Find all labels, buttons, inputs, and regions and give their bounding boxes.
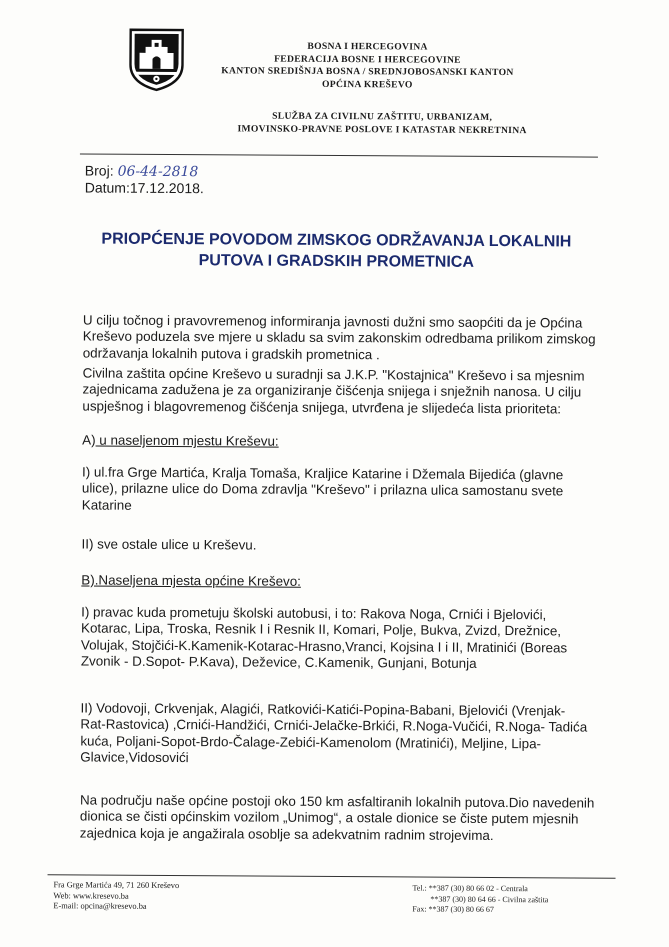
text-line: Volujak, Stojčići-K.Kamenik-Kotarac-Hrasno,Vranci, Kojsina I i II, Mratinići (Boreas [80, 637, 568, 656]
text-line: Kreševo poduzela sve mjere u skladu sa svim zakonskim odredbama prilikom zimskog [82, 328, 596, 347]
text-line: zajednicama zadužena je za organiziranje čišćenja snijega i snježnih nanosa. U cilju [82, 381, 582, 400]
text-line: I) ul.fra Grge Martića, Kralja Tomaša, Kraljice Katarine i Džemala Bijedića (glavne [81, 464, 564, 483]
footer-phone-civil: **387 (30) 80 64 66 - Civilna zaštita [430, 894, 549, 904]
section-a-text: u naseljenom mjestu Kreševu: [95, 432, 279, 449]
title-line: PRIOPĆENJE POVODOM ZIMSKOG ODRŽAVANJA LOKALNIH [101, 230, 572, 251]
service-line: SLUŽBA ZA CIVILNU ZAŠTITU, URBANIZAM, [272, 110, 493, 123]
text-line: Zvonik - D.Sopot- P.Kava), Deževice, C.Kamenik, Gunjani, Botunja [80, 653, 477, 672]
institution-header [202, 40, 532, 92]
section-b-heading: B).Naseljena mjesta općine Kreševo: [81, 572, 301, 589]
footer-contacts [412, 883, 548, 915]
datum-label: Datum: [84, 179, 130, 196]
footer-address [53, 880, 179, 912]
footer-divider [48, 874, 616, 878]
section-a-heading [82, 432, 590, 452]
text-line: Glavice,Vidosovići [80, 749, 189, 766]
service-line: IMOVINSKO-PRAVNE POSLOVE I KATASTAR NEKRETNINA [237, 122, 527, 136]
section-a-item-2: II) sve ostale ulice u Kreševu. [81, 536, 257, 553]
document-title [91, 229, 581, 274]
paragraph-civil-protection [82, 365, 590, 417]
paragraph-intro [82, 312, 596, 364]
title-line: PUTOVA I GRADSKIH PROMETNICA [198, 252, 474, 271]
reference-number [85, 162, 199, 180]
datum-value: 17.12.2018. [129, 179, 204, 197]
header-divider [80, 153, 598, 157]
text-line: kuća, Poljani-Sopot-Brdo-Čalage-Zebići-Kamenolom (Mratinići), Meljine, Lipa- [80, 733, 542, 752]
header-line: OPĆINA KREŠEVO [322, 78, 413, 90]
paragraph-roads [79, 792, 595, 844]
text-line: I) pravac kuda prometuju školski autobusi, i to: Rakova Noga, Crnići i Bjelovići, [81, 604, 547, 623]
footer-web[interactable]: Web: www.kresevo.ba [53, 890, 129, 901]
broj-label: Broj: [84, 162, 114, 179]
text-line: zajednica koja je angažirala osoblje sa adekvatnim radnim strojevima. [79, 825, 494, 843]
broj-handwritten-value: 06-44-2818 [117, 163, 199, 181]
section-a-item-1 [82, 464, 590, 516]
footer-phone-central: Tel.: **387 (30) 80 66 02 - Centrala [412, 883, 528, 894]
service-header [212, 110, 552, 137]
text-line: ulice), prilazne ulice do Doma zdravlja "Kreševo" i prilazna ulica samostanu svete [81, 480, 564, 499]
text-line: U cilju točnog i pravovremenog informiranja javnosti dužni smo saopćiti da je Općina [82, 312, 583, 331]
footer-address-line: Fra Grge Martića 49, 71 260 Kreševo [53, 880, 180, 891]
header-line: KANTON SREDIŠNJA BOSNA / SREDNJOBOSANSKI KANTON [221, 65, 514, 79]
text-line: Civilna zaštita općine Kreševo u suradnji sa J.K.P. "Kostajnica" Kreševo i sa mjesnim [82, 365, 585, 384]
document-date [85, 179, 204, 196]
section-b-item-1 [81, 604, 589, 673]
header-line: BOSNA I HERCEGOVINA [307, 40, 428, 53]
text-line: održavanja lokalnih putova i gradskih prometnica . [82, 345, 380, 363]
section-b-item-2 [80, 700, 588, 769]
text-line: Na području naše općine postoji oko 150 km asfaltiranih lokalnih putova.Dio navedenih [79, 792, 595, 811]
text-line: II) Vodovoji, Crkvenjak, Alagići, Ratkovići-Katići-Popina-Babani, Bjelovići (Vrenjak- [80, 700, 566, 719]
text-line: Rat-Rastovica) ,Crnići-Handžići, Crnići-Jelačke-Brkići, R.Noga-Vučići, R.Noga- Tadića [80, 716, 588, 735]
section-a-prefix: A) [82, 432, 96, 448]
kresevo-coat-of-arms-icon [127, 27, 185, 93]
footer-fax: Fax: **387 (30) 80 66 67 [412, 904, 494, 914]
text-line: dionica se čisti općinskim vozilom „Unimog“, a ostale dionice se čiste putem mjesnih [79, 808, 579, 827]
footer-email[interactable]: E-mail: opcina@kresevo.ba [53, 901, 147, 911]
text-line: Kotarac, Lipa, Troska, Resnik I i Resnik II, Komari, Polje, Bukva, Zvizd, Drežnice, [80, 620, 562, 639]
text-line: Katarine [81, 497, 132, 513]
text-line: uspješnog i blagovremenog čišćenja snijega, utvrđena je slijedeća lista prioriteta: [82, 398, 562, 417]
header-line: FEDERACIJA BOSNE I HERCEGOVINE [274, 53, 461, 66]
